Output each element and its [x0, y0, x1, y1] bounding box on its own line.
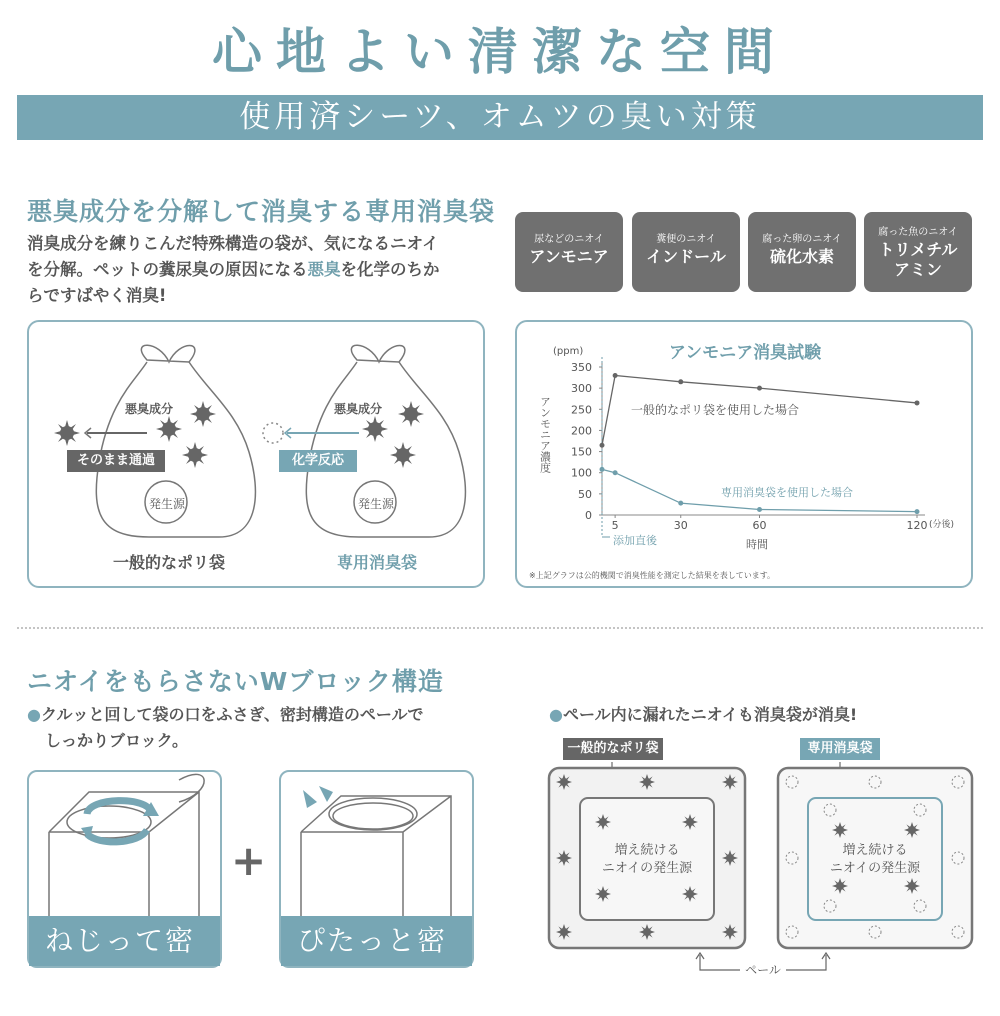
- highlight-odor: 悪臭: [307, 260, 341, 279]
- y-tick-label: 300: [571, 382, 592, 396]
- diagram-normal-bag-label: 一般的なポリ袋: [563, 738, 663, 760]
- twist-pail-illustration: [29, 772, 224, 922]
- subtitle-banner: 使用済シーツ、オムツの臭い対策: [17, 95, 983, 140]
- section2-heading: ニオイをもらさないWブロック構造: [27, 667, 444, 696]
- odor-source-icon: [904, 822, 920, 838]
- odor-source-icon: [682, 814, 698, 830]
- chemical-reaction-label: 化学反応: [279, 450, 357, 472]
- odor-source-icon: [595, 886, 611, 902]
- bag-comparison-panel: [27, 320, 485, 588]
- bag-right-odor-label: 悪臭成分: [334, 402, 383, 416]
- leaked-odor-icon: [639, 774, 655, 790]
- leaked-odor-icon: [722, 774, 738, 790]
- data-point: [757, 507, 762, 512]
- y-tick-label: 150: [571, 445, 592, 459]
- normal-bag-outline: [580, 798, 714, 920]
- closed-pail-illustration: [281, 772, 476, 922]
- y-tick-label: 350: [571, 361, 592, 374]
- data-point: [757, 386, 762, 391]
- leaked-odor-icon: [556, 924, 572, 940]
- series-label-deodorant-bag: 専用消臭袋を使用した場合: [721, 486, 853, 499]
- bullet-dot-2: ●: [549, 705, 563, 724]
- pail-label: ペール: [745, 963, 781, 977]
- section1-description: [27, 231, 507, 309]
- data-point: [600, 443, 605, 448]
- odor-source-icon: [595, 814, 611, 830]
- data-point: [915, 400, 920, 405]
- page-title: 心地よい清潔な空間: [212, 23, 788, 81]
- x-tick-label: 60: [752, 519, 767, 532]
- chart-y-unit: (ppm): [553, 346, 584, 357]
- chip-trimethylamine: 腐った魚のニオイ トリメチル アミン: [864, 212, 972, 292]
- ammonia-chart-panel: [515, 320, 973, 588]
- description-line-2: を分解。ペットの糞尿臭の原因になる悪臭を化学のちか: [27, 260, 440, 279]
- description-line-1: 消臭成分を練りこんだ特殊構造の袋が、気になるニオイ: [27, 234, 439, 253]
- chart-x-unit: (分後): [929, 520, 955, 530]
- step-twist-seal: [27, 770, 222, 1007]
- center-label-right-1: 増え続ける: [842, 843, 908, 858]
- chart-title: アンモニア消臭試験: [668, 343, 822, 363]
- plus-sign: +: [231, 836, 267, 885]
- bullet-pail-leak: ●ペール内に漏れたニオイも消臭袋が消臭!: [549, 705, 858, 724]
- chart-footnote: ※上記グラフは公的機関で消臭性能を測定した結果を表しています。: [529, 571, 776, 580]
- y-tick-label: 50: [578, 487, 592, 501]
- step-close-lid: [279, 770, 474, 1007]
- bag-right-caption: 専用消臭袋: [336, 553, 417, 572]
- pail-comparison-diagram: [540, 760, 980, 990]
- data-point: [613, 470, 618, 475]
- series-label-normal-bag: 一般的なポリ袋を使用した場合: [631, 403, 800, 417]
- leaked-odor-icon: [722, 924, 738, 940]
- data-point: [678, 379, 683, 384]
- leaked-odor-icon: [639, 924, 655, 940]
- description-line-3: らですばやく消臭!: [27, 286, 167, 305]
- section-divider: [17, 627, 983, 629]
- x-tick-label: 120: [906, 519, 928, 532]
- leaked-odor-icon: [722, 850, 738, 866]
- chip-hydrogen-sulfide: 腐った卵のニオイ 硫化水素: [748, 212, 856, 292]
- bag-left-caption: 一般的なポリ袋: [112, 553, 225, 572]
- data-point: [678, 501, 683, 506]
- data-point: [600, 467, 605, 472]
- center-label-left-2: ニオイの発生源: [601, 861, 693, 876]
- diagram-deodorant-bag-label: 専用消臭袋: [800, 738, 880, 760]
- pass-through-label: そのまま通過: [67, 450, 165, 472]
- bag-left-source-label: 発生源: [148, 497, 185, 511]
- chip-ammonia: 尿などのニオイ アンモニア: [515, 212, 623, 292]
- bullet-twist-seal: ●クルッと回して袋の口をふさぎ、密封構造のペールで しっかりブロック。: [27, 705, 424, 750]
- y-tick-label: 100: [571, 466, 592, 480]
- x-tick-label: 5: [611, 519, 619, 532]
- bag-left-odor-label: 悪臭成分: [125, 402, 174, 416]
- y-tick-label: 0: [585, 509, 592, 522]
- ammonia-line-chart: [517, 322, 971, 586]
- leaked-odor-icon: [556, 850, 572, 866]
- data-point: [915, 509, 920, 514]
- bullet-dot: ●: [27, 705, 41, 724]
- x-tick-label: 30: [673, 519, 688, 532]
- center-label-right-2: ニオイの発生源: [829, 861, 921, 876]
- y-tick-label: 200: [571, 424, 592, 438]
- deodorant-bag-outline: [808, 798, 942, 920]
- step-close-caption: ぴたっと密閉: [281, 916, 472, 966]
- chart-y-label: アンモニア濃度: [538, 396, 552, 473]
- chart-added-label: 添加直後: [613, 534, 657, 547]
- step-twist-caption: ねじって密封: [29, 916, 220, 966]
- odor-source-icon: [832, 822, 848, 838]
- bag-right-source-label: 発生源: [357, 497, 394, 511]
- chip-indole: 糞便のニオイ インドール: [632, 212, 740, 292]
- odor-source-icon: [832, 878, 848, 894]
- data-point: [613, 373, 618, 378]
- odor-source-icon: [682, 886, 698, 902]
- chart-x-label: 時間: [746, 538, 768, 551]
- y-tick-label: 250: [571, 403, 592, 417]
- center-label-left-1: 増え続ける: [614, 843, 680, 858]
- section1-heading: 悪臭成分を分解して消臭する専用消臭袋: [27, 197, 496, 226]
- odor-source-icon: [904, 878, 920, 894]
- leaked-odor-icon: [556, 774, 572, 790]
